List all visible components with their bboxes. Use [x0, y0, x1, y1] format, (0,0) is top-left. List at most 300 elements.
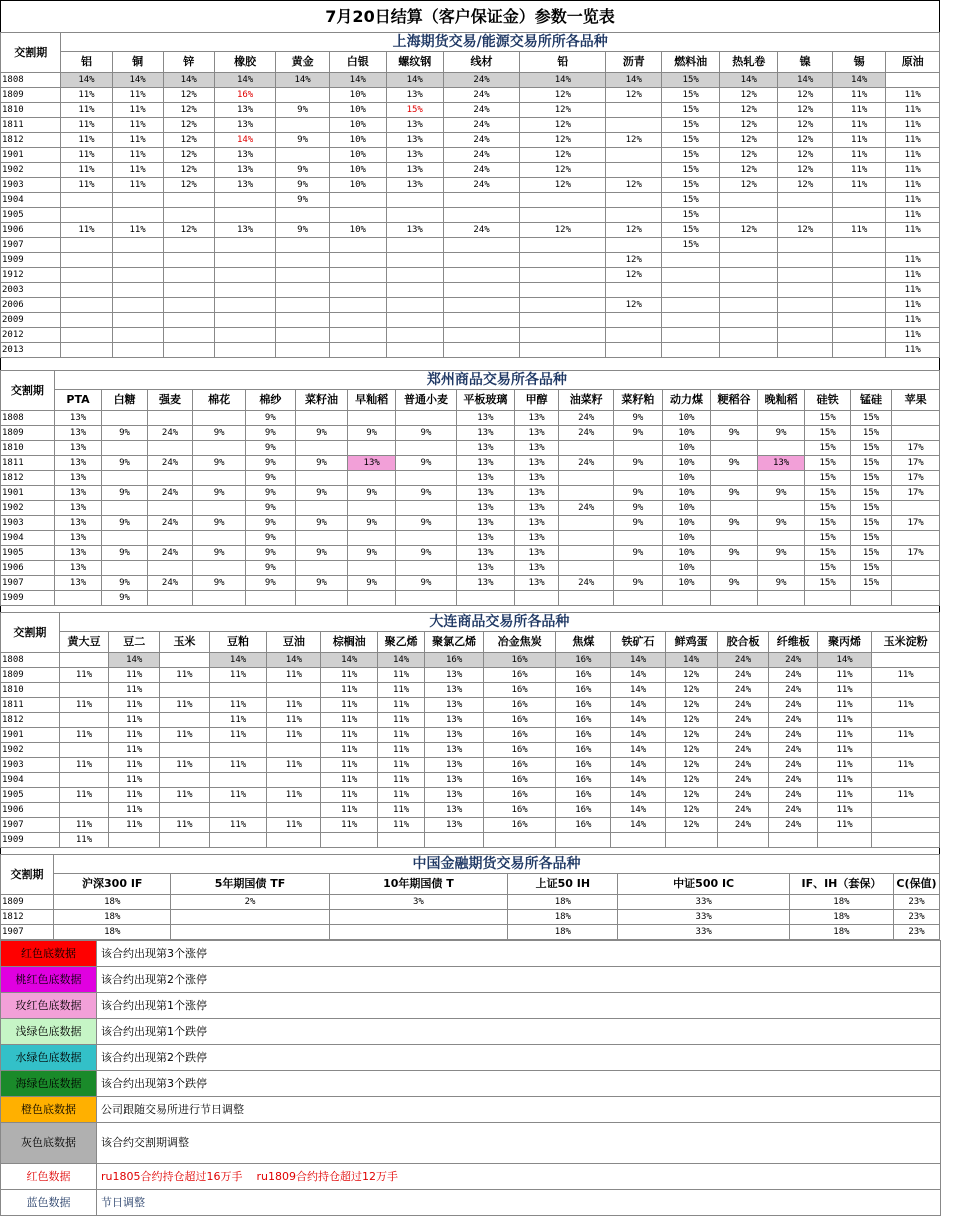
margin-cell [147, 501, 192, 516]
legend-description: 节日调整 [97, 1190, 941, 1216]
margin-cell: 11% [59, 668, 109, 683]
margin-cell: 11% [267, 788, 321, 803]
margin-cell: 13% [386, 148, 443, 163]
margin-cell: 24% [443, 178, 520, 193]
margin-cell: 24% [147, 456, 192, 471]
margin-cell: 10% [329, 133, 386, 148]
table-row [1, 591, 940, 606]
margin-cell [872, 713, 940, 728]
margin-cell [386, 238, 443, 253]
margin-cell [160, 743, 210, 758]
margin-cell [348, 471, 396, 486]
margin-cell: 9% [276, 103, 329, 118]
legend-row [1, 1164, 941, 1190]
period-cell: 1810 [1, 103, 61, 118]
margin-cell: 10% [662, 516, 711, 531]
margin-cell: 11% [832, 118, 885, 133]
margin-cell: 13% [514, 516, 558, 531]
margin-cell [209, 833, 267, 848]
period-cell: 1809 [1, 426, 55, 441]
margin-cell: 11% [321, 713, 377, 728]
margin-cell [720, 298, 778, 313]
margin-cell: 14% [209, 653, 267, 668]
margin-cell [606, 328, 662, 343]
margin-cell: 9% [276, 163, 329, 178]
margin-cell [520, 253, 606, 268]
column-header: 镍 [778, 52, 833, 73]
margin-cell: 11% [817, 728, 871, 743]
margin-cell [711, 411, 758, 426]
margin-cell [778, 193, 833, 208]
margin-cell: 24% [769, 803, 818, 818]
margin-cell [832, 328, 885, 343]
margin-cell: 11% [112, 118, 163, 133]
table-row [1, 441, 940, 456]
margin-cell [606, 148, 662, 163]
margin-cell [892, 591, 940, 606]
margin-cell: 11% [61, 178, 112, 193]
table-row [1, 343, 940, 358]
tables-container [0, 32, 940, 1216]
margin-cell: 9% [246, 546, 296, 561]
margin-cell: 14% [611, 743, 665, 758]
margin-cell [606, 193, 662, 208]
margin-cell [757, 561, 805, 576]
margin-cell: 24% [443, 223, 520, 238]
margin-cell: 12% [778, 223, 833, 238]
margin-cell [872, 773, 940, 788]
column-header: 黄金 [276, 52, 329, 73]
margin-cell: 11% [377, 698, 424, 713]
column-header: 上证50 IH [508, 874, 618, 895]
margin-cell [662, 283, 720, 298]
margin-cell: 24% [443, 133, 520, 148]
margin-cell [329, 283, 386, 298]
margin-cell [61, 253, 112, 268]
margin-cell: 12% [606, 253, 662, 268]
margin-cell: 12% [720, 223, 778, 238]
margin-cell [662, 253, 720, 268]
period-cell: 1810 [1, 441, 55, 456]
margin-cell [443, 313, 520, 328]
margin-cell: 10% [662, 426, 711, 441]
margin-cell: 9% [276, 223, 329, 238]
period-cell: 1909 [1, 253, 61, 268]
margin-cell: 14% [611, 788, 665, 803]
column-header: 聚氯乙烯 [425, 632, 484, 653]
margin-cell [59, 743, 109, 758]
margin-cell: 11% [109, 788, 160, 803]
margin-cell: 16% [214, 88, 276, 103]
margin-cell [757, 471, 805, 486]
margin-cell: 17% [892, 441, 940, 456]
period-cell: 1809 [1, 88, 61, 103]
margin-cell: 9% [757, 546, 805, 561]
margin-cell [214, 313, 276, 328]
margin-cell: 16% [483, 743, 555, 758]
margin-cell: 11% [377, 803, 424, 818]
margin-cell: 11% [832, 103, 885, 118]
margin-cell [720, 313, 778, 328]
margin-cell: 15% [805, 441, 850, 456]
margin-cell: 12% [720, 133, 778, 148]
table-row [1, 561, 940, 576]
legend-swatch: 红色底数据 [1, 941, 97, 967]
margin-cell [160, 713, 210, 728]
margin-cell [892, 501, 940, 516]
margin-cell: 14% [109, 653, 160, 668]
margin-cell: 15% [805, 576, 850, 591]
margin-cell: 11% [886, 313, 940, 328]
table-row [1, 818, 940, 833]
margin-cell [147, 531, 192, 546]
margin-cell: 13% [54, 561, 102, 576]
margin-cell: 11% [112, 178, 163, 193]
margin-cell: 12% [163, 103, 214, 118]
margin-cell: 14% [386, 73, 443, 88]
period-cell: 1905 [1, 788, 60, 803]
margin-cell: 9% [102, 516, 147, 531]
margin-cell: 11% [267, 698, 321, 713]
period-cell: 1906 [1, 803, 60, 818]
margin-cell: 11% [267, 818, 321, 833]
margin-cell: 13% [425, 713, 484, 728]
margin-cell [778, 238, 833, 253]
margin-cell [386, 313, 443, 328]
margin-cell [193, 411, 246, 426]
cffex-table [0, 854, 940, 940]
margin-cell [59, 713, 109, 728]
margin-cell: 15% [662, 223, 720, 238]
margin-cell: 11% [61, 103, 112, 118]
legend-row [1, 967, 941, 993]
column-header: 中证500 IC [618, 874, 789, 895]
margin-cell: 11% [377, 728, 424, 743]
margin-cell [662, 343, 720, 358]
margin-cell [171, 910, 329, 925]
margin-cell: 11% [61, 88, 112, 103]
margin-cell: 15% [805, 486, 850, 501]
margin-cell [61, 343, 112, 358]
margin-cell [276, 298, 329, 313]
margin-cell: 9% [395, 576, 456, 591]
margin-cell: 11% [321, 743, 377, 758]
margin-cell [112, 238, 163, 253]
margin-cell: 13% [456, 501, 514, 516]
period-cell: 1903 [1, 758, 60, 773]
margin-cell: 11% [817, 818, 871, 833]
margin-cell [147, 471, 192, 486]
margin-cell: 24% [559, 576, 614, 591]
margin-cell [214, 328, 276, 343]
table-row [1, 683, 940, 698]
margin-cell [61, 193, 112, 208]
margin-cell: 12% [520, 118, 606, 133]
margin-cell: 10% [662, 531, 711, 546]
margin-cell: 9% [193, 546, 246, 561]
margin-cell: 10% [662, 411, 711, 426]
margin-cell [443, 208, 520, 223]
column-header: 5年期国债 TF [171, 874, 329, 895]
column-header: 棉花 [193, 390, 246, 411]
margin-cell: 13% [425, 728, 484, 743]
margin-cell: 11% [886, 208, 940, 223]
margin-cell: 15% [386, 103, 443, 118]
margin-cell: 10% [329, 88, 386, 103]
margin-cell: 10% [329, 223, 386, 238]
margin-cell [214, 268, 276, 283]
margin-cell [295, 441, 348, 456]
margin-cell: 18% [508, 925, 618, 940]
margin-cell: 12% [665, 713, 717, 728]
margin-cell: 12% [520, 178, 606, 193]
margin-cell [214, 208, 276, 223]
margin-cell [163, 313, 214, 328]
table-row [1, 103, 940, 118]
margin-cell: 13% [386, 118, 443, 133]
margin-cell [295, 471, 348, 486]
margin-cell: 9% [102, 591, 147, 606]
margin-cell [443, 238, 520, 253]
margin-cell: 11% [59, 698, 109, 713]
margin-cell: 16% [556, 743, 611, 758]
margin-cell [606, 103, 662, 118]
legend-table [0, 940, 941, 1216]
margin-cell: 14% [720, 73, 778, 88]
margin-cell: 11% [321, 698, 377, 713]
legend-swatch: 水绿色底数据 [1, 1045, 97, 1071]
margin-cell: 11% [209, 758, 267, 773]
margin-cell [720, 343, 778, 358]
margin-cell [295, 561, 348, 576]
margin-cell: 9% [614, 576, 663, 591]
column-header: 平板玻璃 [456, 390, 514, 411]
period-cell: 1902 [1, 163, 61, 178]
margin-cell: 11% [109, 698, 160, 713]
column-header: 锡 [832, 52, 885, 73]
margin-cell: 24% [147, 486, 192, 501]
margin-cell [711, 531, 758, 546]
margin-cell: 16% [556, 668, 611, 683]
legend-row [1, 993, 941, 1019]
table-row [1, 88, 940, 103]
margin-cell [160, 833, 210, 848]
margin-cell: 15% [662, 193, 720, 208]
period-cell: 1809 [1, 668, 60, 683]
margin-cell: 11% [886, 283, 940, 298]
margin-cell [163, 238, 214, 253]
margin-cell: 17% [892, 546, 940, 561]
margin-cell: 11% [832, 133, 885, 148]
margin-cell [276, 238, 329, 253]
margin-cell: 11% [160, 668, 210, 683]
margin-cell [778, 208, 833, 223]
margin-cell: 11% [886, 328, 940, 343]
margin-cell: 12% [665, 803, 717, 818]
margin-cell [832, 208, 885, 223]
table-row [1, 501, 940, 516]
margin-cell: 13% [214, 163, 276, 178]
margin-cell: 15% [805, 426, 850, 441]
margin-cell: 13% [456, 546, 514, 561]
margin-cell: 15% [805, 456, 850, 471]
legend-row [1, 1190, 941, 1216]
margin-cell: 13% [456, 471, 514, 486]
margin-cell [329, 253, 386, 268]
margin-cell [163, 298, 214, 313]
period-cell: 1901 [1, 148, 61, 163]
margin-cell: 12% [720, 163, 778, 178]
margin-cell [514, 591, 558, 606]
period-cell: 1907 [1, 576, 55, 591]
margin-cell: 12% [163, 133, 214, 148]
margin-cell: 2% [171, 895, 329, 910]
margin-cell: 24% [717, 653, 769, 668]
period-cell: 1811 [1, 118, 61, 133]
margin-cell: 24% [769, 773, 818, 788]
margin-cell: 24% [443, 163, 520, 178]
margin-cell [267, 683, 321, 698]
margin-cell [321, 833, 377, 848]
margin-cell: 24% [717, 758, 769, 773]
margin-cell [386, 193, 443, 208]
margin-cell [386, 208, 443, 223]
margin-cell [443, 193, 520, 208]
margin-cell: 13% [514, 531, 558, 546]
period-cell: 1906 [1, 561, 55, 576]
margin-cell: 13% [456, 441, 514, 456]
margin-cell: 16% [556, 653, 611, 668]
margin-cell [872, 818, 940, 833]
table-row [1, 313, 940, 328]
margin-cell: 13% [425, 788, 484, 803]
margin-cell: 13% [514, 576, 558, 591]
margin-cell: 11% [59, 728, 109, 743]
margin-cell: 13% [514, 426, 558, 441]
margin-cell [59, 803, 109, 818]
margin-cell: 11% [209, 698, 267, 713]
margin-cell: 17% [892, 471, 940, 486]
margin-cell: 9% [348, 426, 396, 441]
margin-cell: 11% [267, 668, 321, 683]
margin-cell: 24% [769, 728, 818, 743]
column-header: 胶合板 [717, 632, 769, 653]
margin-cell: 13% [54, 456, 102, 471]
margin-cell: 13% [348, 456, 396, 471]
margin-cell [456, 591, 514, 606]
margin-cell [209, 803, 267, 818]
legend-description: ru1805合约持仓超过16万手 ru1809合约持仓超过12万手 [97, 1164, 941, 1190]
margin-cell [329, 268, 386, 283]
margin-cell: 11% [872, 668, 940, 683]
margin-cell: 14% [321, 653, 377, 668]
table-row [1, 531, 940, 546]
margin-cell [163, 253, 214, 268]
period-cell: 1907 [1, 925, 54, 940]
margin-cell: 9% [193, 516, 246, 531]
margin-cell: 9% [711, 426, 758, 441]
margin-cell [295, 411, 348, 426]
margin-cell: 24% [559, 411, 614, 426]
margin-cell [614, 471, 663, 486]
margin-cell [112, 208, 163, 223]
margin-cell: 24% [717, 788, 769, 803]
table-row [1, 118, 940, 133]
margin-cell: 13% [514, 501, 558, 516]
margin-cell [295, 501, 348, 516]
margin-cell: 11% [886, 193, 940, 208]
margin-cell: 9% [276, 133, 329, 148]
margin-cell: 11% [209, 668, 267, 683]
margin-cell: 15% [850, 411, 891, 426]
margin-cell: 15% [850, 441, 891, 456]
margin-cell [778, 343, 833, 358]
margin-cell: 13% [425, 743, 484, 758]
margin-cell: 9% [102, 486, 147, 501]
margin-cell: 11% [109, 713, 160, 728]
column-header: 油菜籽 [559, 390, 614, 411]
table-row [1, 895, 940, 910]
period-cell: 1809 [1, 895, 54, 910]
table-row [1, 328, 940, 343]
period-cell: 1903 [1, 178, 61, 193]
margin-cell: 24% [769, 818, 818, 833]
margin-cell [329, 208, 386, 223]
column-header: 黄大豆 [59, 632, 109, 653]
margin-cell: 14% [611, 803, 665, 818]
margin-cell [720, 238, 778, 253]
margin-cell [386, 298, 443, 313]
table-row [1, 268, 940, 283]
margin-cell [54, 591, 102, 606]
margin-cell: 9% [757, 576, 805, 591]
margin-cell [348, 531, 396, 546]
margin-cell [61, 238, 112, 253]
margin-cell: 16% [483, 773, 555, 788]
margin-cell [720, 193, 778, 208]
margin-cell [214, 283, 276, 298]
margin-cell [295, 531, 348, 546]
period-cell: 1811 [1, 698, 60, 713]
margin-cell: 13% [514, 561, 558, 576]
margin-cell: 12% [778, 178, 833, 193]
czce-table [0, 370, 940, 606]
margin-cell: 11% [886, 178, 940, 193]
margin-cell: 12% [606, 268, 662, 283]
margin-cell [720, 328, 778, 343]
margin-cell [163, 328, 214, 343]
margin-cell [892, 411, 940, 426]
margin-cell: 18% [54, 910, 171, 925]
margin-cell: 11% [160, 788, 210, 803]
margin-cell [348, 591, 396, 606]
margin-cell [329, 298, 386, 313]
margin-cell: 11% [109, 728, 160, 743]
margin-cell [276, 118, 329, 133]
margin-cell [147, 561, 192, 576]
margin-cell [395, 531, 456, 546]
margin-cell: 11% [61, 148, 112, 163]
margin-cell: 24% [769, 713, 818, 728]
margin-cell: 18% [508, 895, 618, 910]
margin-cell: 14% [611, 713, 665, 728]
margin-cell [348, 441, 396, 456]
margin-cell [817, 833, 871, 848]
margin-cell [720, 208, 778, 223]
margin-cell [892, 561, 940, 576]
legend-swatch: 桃红色底数据 [1, 967, 97, 993]
margin-cell: 15% [850, 471, 891, 486]
